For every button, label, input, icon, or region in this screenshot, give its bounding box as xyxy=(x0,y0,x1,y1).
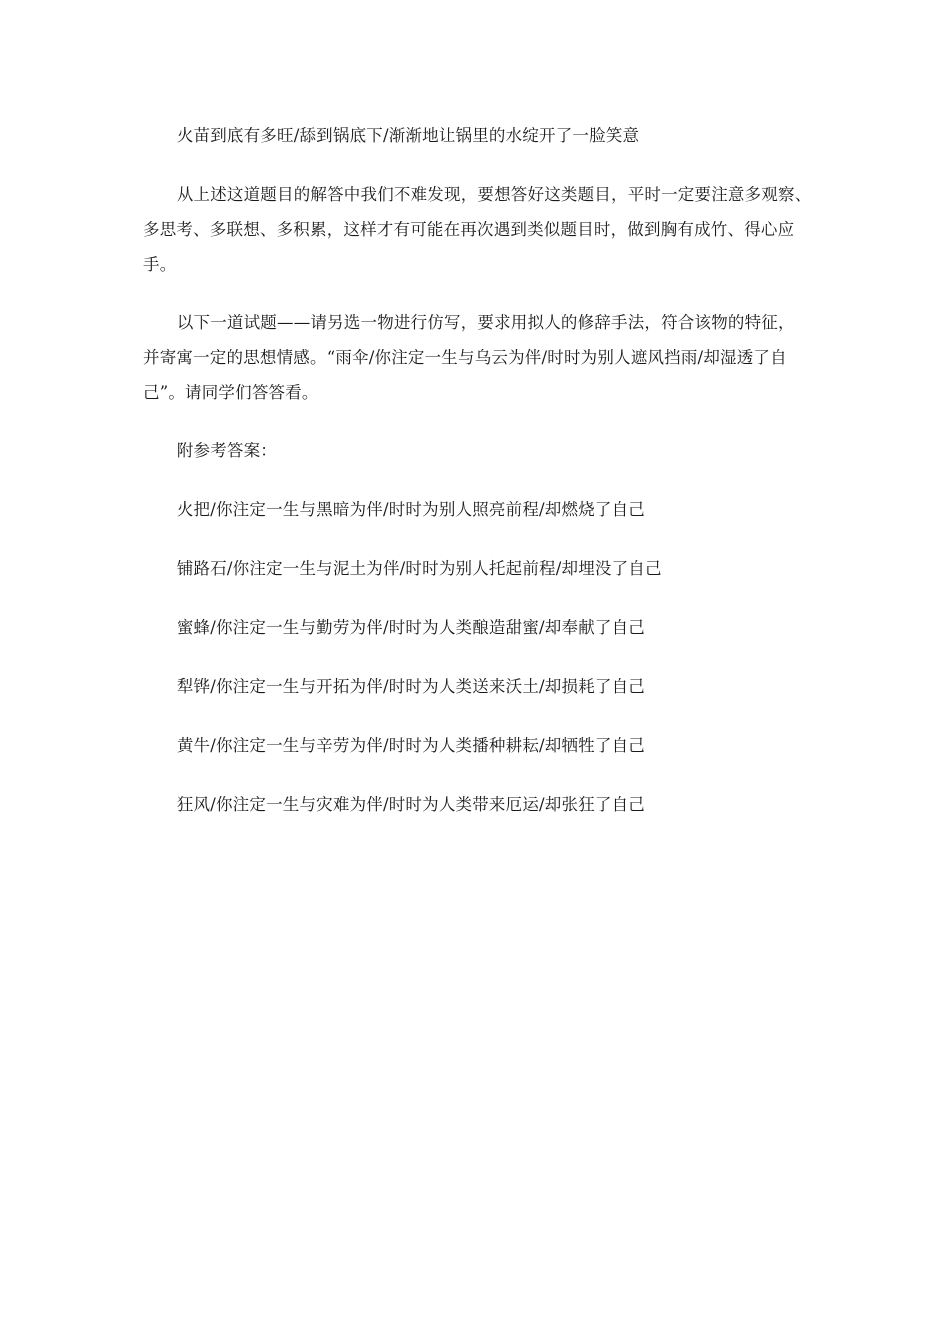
paragraph-line: 己”。请同学们答答看。 xyxy=(143,383,319,402)
paragraph-line: 从上述这道题目的解答中我们不难发现，要想答好这类题目，平时一定要注意多观察、 xyxy=(176,185,812,204)
document-body xyxy=(143,118,815,846)
paragraph-line: 附参考答案： xyxy=(176,441,278,460)
paragraph-line: 手。 xyxy=(143,255,177,274)
paragraph-analysis xyxy=(143,177,815,282)
paragraph-line: 并寄寓一定的思想情感。“雨伞/你注定一生与乌云为伴/时时为别人遮风挡雨/却湿透了自 xyxy=(143,348,787,367)
paragraph-line: 火苗到底有多旺/舔到锅底下/渐渐地让锅里的水绽开了一脸笑意 xyxy=(176,126,640,145)
answer-list xyxy=(143,492,815,822)
paragraph-line: 以下一道试题——请另选一物进行仿写，要求用拟人的修辞手法，符合该物的特征， xyxy=(176,313,795,332)
paragraph-exercise-prompt xyxy=(143,305,815,410)
answer-item: 铺路石/你注定一生与泥土为伴/时时为别人托起前程/却埋没了自己 xyxy=(176,559,662,578)
answer-item: 狂风/你注定一生与灾难为伴/时时为人类带来厄运/却张狂了自己 xyxy=(176,795,645,814)
paragraph-line: 多思考、多联想、多积累，这样才有可能在再次遇到类似题目时，做到胸有成竹、得心应 xyxy=(143,220,795,239)
answers-heading xyxy=(143,433,815,468)
answer-item: 黄牛/你注定一生与辛劳为伴/时时为人类播种耕耘/却牺牲了自己 xyxy=(176,736,645,755)
paragraph-poem-example xyxy=(143,118,815,153)
answer-item: 犁铧/你注定一生与开拓为伴/时时为人类送来沃土/却损耗了自己 xyxy=(176,677,645,696)
answer-item: 蜜蜂/你注定一生与勤劳为伴/时时为人类酿造甜蜜/却奉献了自己 xyxy=(176,618,645,637)
answer-item: 火把/你注定一生与黑暗为伴/时时为别人照亮前程/却燃烧了自己 xyxy=(176,500,645,519)
